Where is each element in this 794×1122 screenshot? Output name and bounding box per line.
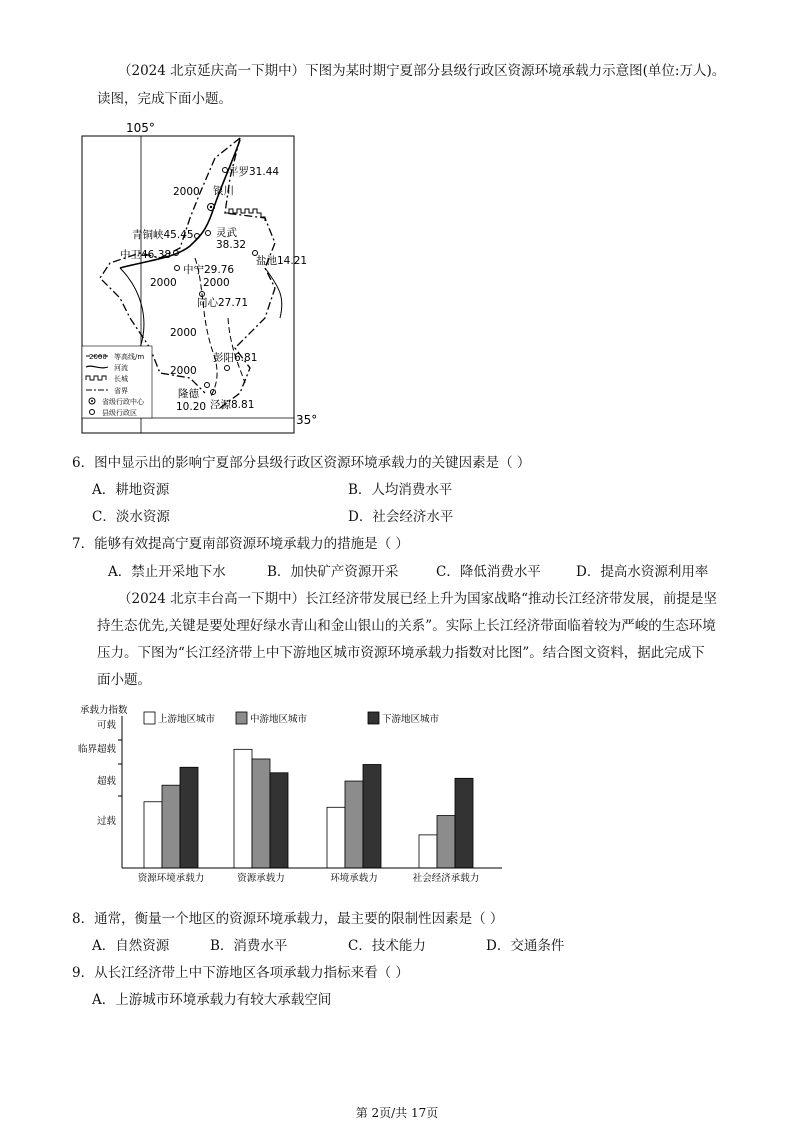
q7-option-a[interactable]: A．禁止开采地下水 [108, 564, 226, 580]
q7-option-b[interactable]: B．加快矿产资源开采 [267, 564, 399, 580]
place-yinchuan: 银川 [213, 185, 234, 197]
bar [363, 765, 381, 869]
legend-swatch [236, 712, 247, 724]
legend-contour: 等高线/m [114, 353, 145, 361]
legend-swatch [368, 712, 379, 724]
place-jingyuan: 泾源8.81 [210, 399, 255, 411]
place-lingwu-value: 38.32 [216, 239, 247, 251]
place-pingluo: 平罗31.44 [228, 166, 280, 178]
place-longde: 隆德 [178, 388, 199, 400]
category-label: 资源环境承载力 [137, 873, 205, 884]
latitude-label: 35° [296, 413, 318, 427]
intro2-line1: （2024 北京丰台高一下期中）长江经济带发展已经上升为国家战略“推动长江经济带发展，前提是坚 [118, 591, 718, 607]
contour-label: 2000 [170, 327, 197, 339]
legend-swatch [144, 712, 155, 724]
q7-option-c[interactable]: C．降低消费水平 [436, 564, 541, 580]
map-legend [82, 346, 152, 418]
intro1-line1: （2024 北京延庆高一下期中）下图为某时期宁夏部分县级行政区资源环境承载力示意图(单位:万人)。 [118, 63, 726, 79]
intro1-line2: 读图，完成下面小题。 [97, 91, 232, 107]
carrying-capacity-chart [76, 700, 516, 890]
place-zhongwei: 中卫46.38 [120, 249, 172, 261]
page-footer: 第 2页/共 17页 [355, 1106, 439, 1120]
q8-option-d[interactable]: D．交通条件 [486, 938, 565, 954]
longitude-label: 105° [126, 121, 155, 135]
ningxia-map [80, 118, 320, 438]
legend-provincial-center: 省级行政中心 [102, 398, 144, 406]
bar [437, 816, 455, 868]
bar [419, 835, 437, 868]
category-label: 环境承载力 [330, 873, 378, 884]
bar [455, 778, 473, 868]
q9-stem: 9．从长江经济带上中下游地区各项承载力指标来看（ ） [72, 965, 409, 981]
q8-option-c[interactable]: C．技术能力 [348, 938, 426, 954]
contour-label: 2000 [170, 365, 197, 377]
y-level-label: 过载 [96, 816, 116, 827]
place-pengyang: 彭阳6.81 [213, 352, 258, 364]
place-yanchi: 盐池14.21 [256, 255, 308, 267]
intro2-line4: 面小题。 [97, 672, 151, 688]
legend-great-wall: 长城 [114, 375, 128, 383]
q6-option-d[interactable]: D．社会经济水平 [348, 509, 454, 525]
place-zhongning: 中宁29.76 [183, 264, 235, 276]
category-label: 资源承载力 [237, 873, 285, 884]
place-longde-value: 10.20 [176, 401, 207, 413]
legend-county: 县级行政区 [102, 409, 137, 417]
q8-option-b[interactable]: B．消费水平 [210, 938, 288, 954]
category-label: 社会经济承载力 [412, 873, 480, 884]
q7-option-d[interactable]: D．提高水资源利用率 [576, 564, 709, 580]
bar [180, 767, 198, 868]
q6-option-a[interactable]: A．耕地资源 [92, 482, 170, 498]
legend-label: 下游地区城市 [382, 714, 440, 725]
q9-option-a[interactable]: A．上游城市环境承载力有较大承载空间 [92, 992, 332, 1008]
place-lingwu: 灵武 [216, 227, 237, 239]
bar [252, 759, 270, 868]
bar [234, 749, 252, 868]
q6-option-b[interactable]: B．人均消费水平 [348, 482, 453, 498]
intro2-line2: 持生态优先,关键是要处理好绿水青山和金山银山的关系”。实际上长江经济带面临着较为严峻的生态环境 [97, 618, 716, 634]
intro2-line3: 压力。下图为“长江经济带上中下游地区城市资源环境承载力指数对比图”。结合图文资料，据此完成下 [97, 645, 705, 661]
y-level-label: 超载 [96, 776, 116, 787]
bar [327, 807, 345, 868]
place-tongxin: 同心27.71 [197, 297, 249, 309]
q6-stem: 6．图中显示出的影响宁夏部分县级行政区资源环境承载力的关键因素是（ ） [72, 455, 531, 471]
legend-label: 上游地区城市 [158, 714, 216, 725]
legend-border: 省界 [114, 387, 128, 395]
q6-option-c[interactable]: C．淡水资源 [92, 509, 170, 525]
bar [345, 781, 363, 868]
q8-stem: 8．通常，衡量一个地区的资源环境承载力，最主要的限制性因素是（ ） [72, 911, 504, 927]
contour-label: 2000 [150, 277, 177, 289]
bar [144, 802, 162, 868]
legend-label: 中游地区城市 [250, 714, 308, 725]
place-qingtongxia: 青铜峡45.45 [132, 229, 194, 241]
contour-label: 2000 [203, 277, 230, 289]
chart-ylabel: 承载力指数 [80, 705, 128, 716]
y-level-label: 临界超载 [77, 744, 116, 755]
contour-label: 2000 [173, 186, 200, 198]
y-level-label: 可载 [96, 720, 116, 731]
q7-stem: 7．能够有效提高宁夏南部资源环境承载力的措施是（ ） [72, 536, 409, 552]
bar [270, 773, 288, 868]
legend-river: 河流 [114, 364, 128, 372]
q8-option-a[interactable]: A．自然资源 [92, 938, 170, 954]
legend-contour-value: 2000 [89, 353, 107, 361]
bar [162, 785, 180, 868]
